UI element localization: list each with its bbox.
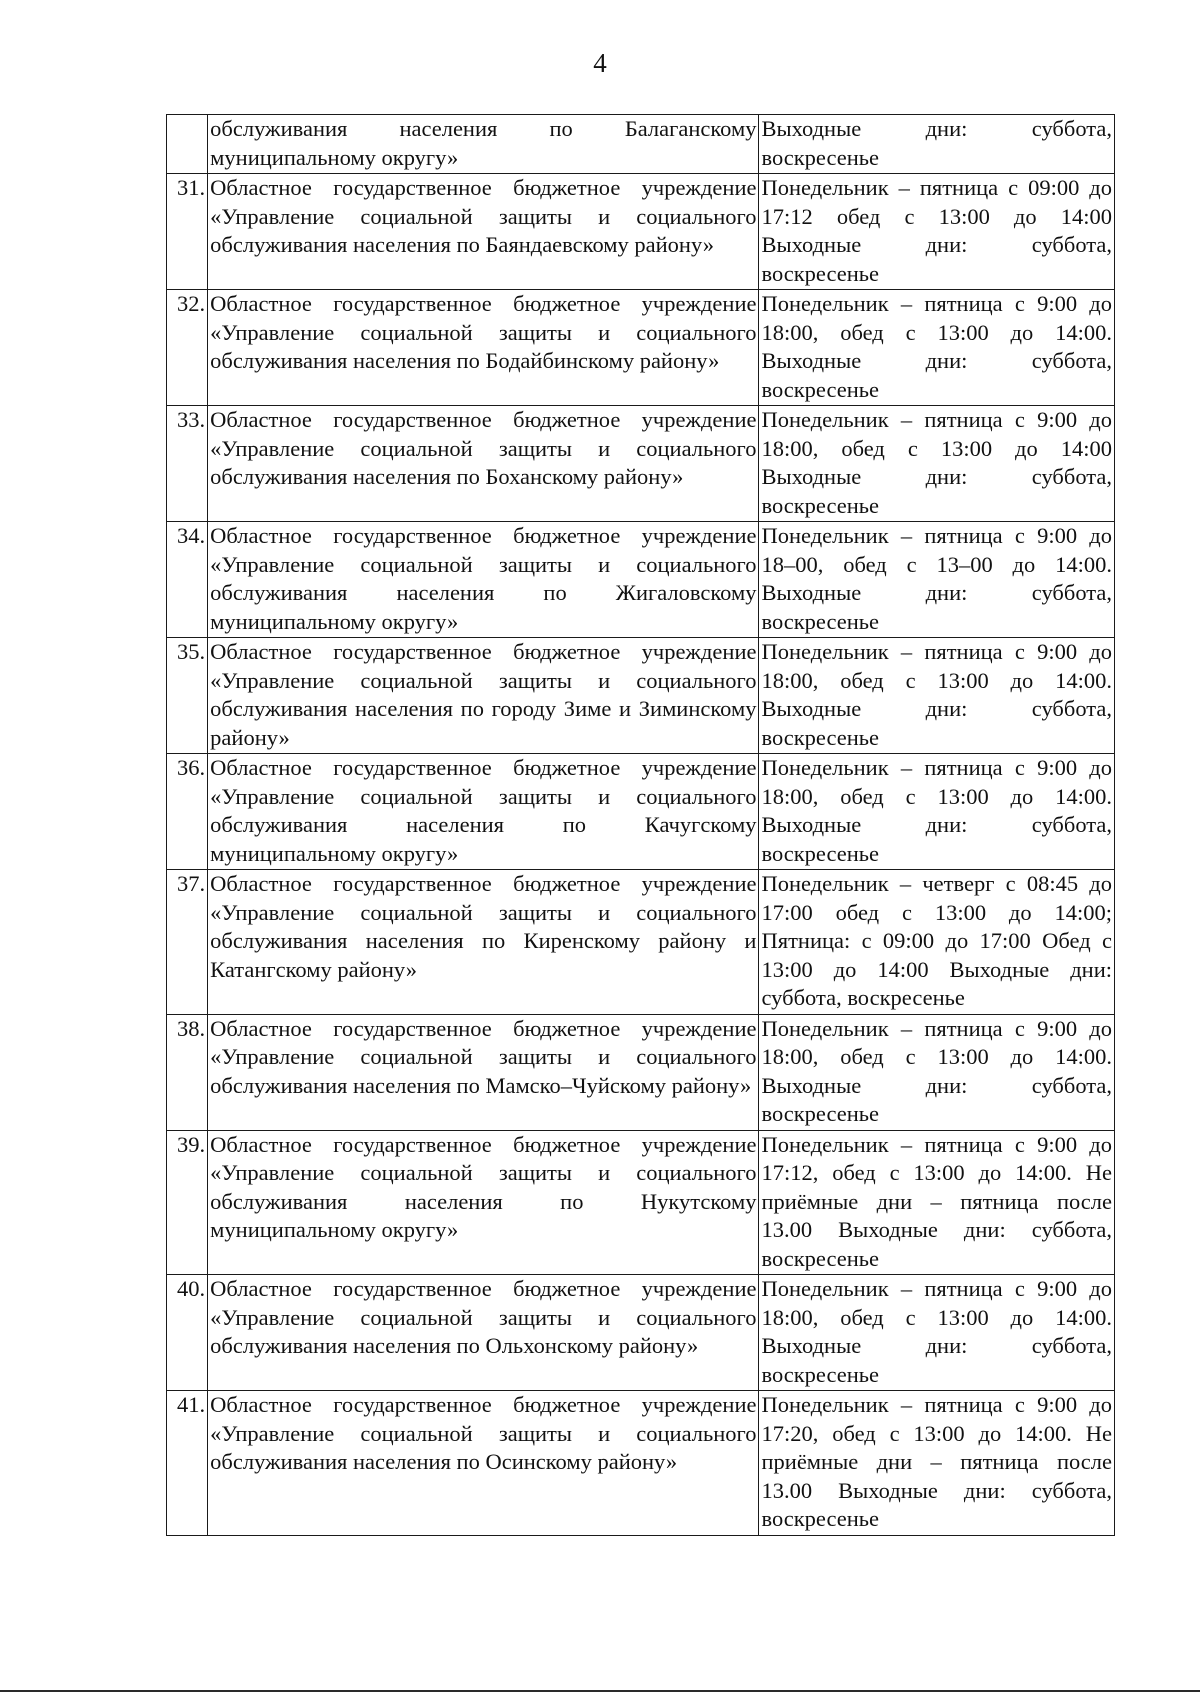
- row-number-cell: 37.: [167, 870, 208, 1015]
- table-row: [167, 290, 1115, 406]
- table-row: [167, 1275, 1115, 1391]
- row-number-cell: 40.: [167, 1275, 208, 1391]
- organization-name-cell: Областное государственное бюджетное учреждение «Управление социальной защиты и социального обслуживания населения по Нукутскому муниципальному округу»: [208, 1130, 759, 1275]
- table-row: [167, 406, 1115, 522]
- table-body: [167, 115, 1115, 1536]
- working-hours-cell: Понедельник – пятница с 9:00 до 18:00, обед с 13:00 до 14:00. Выходные дни: суббота, воскресенье: [759, 754, 1115, 870]
- organization-name-cell: Областное государственное бюджетное учреждение «Управление социальной защиты и социального обслуживания населения по Качугскому муниципальному округу»: [208, 754, 759, 870]
- row-number-cell: 36.: [167, 754, 208, 870]
- working-hours-cell: Понедельник – пятница с 9:00 до 18:00, обед с 13:00 до 14:00. Выходные дни: суббота, воскресенье: [759, 638, 1115, 754]
- organization-name-cell: Областное государственное бюджетное учреждение «Управление социальной защиты и социального обслуживания населения по Киренскому району и Катангскому району»: [208, 870, 759, 1015]
- working-hours-cell: Понедельник – пятница с 9:00 до 18:00, обед с 13:00 до 14:00. Выходные дни: суббота, воскресенье: [759, 1275, 1115, 1391]
- table-row: [167, 1130, 1115, 1275]
- working-hours-cell: Понедельник – пятница с 9:00 до 18:00, обед с 13:00 до 14:00 Выходные дни: суббота, воскресенье: [759, 406, 1115, 522]
- row-number-cell: 34.: [167, 522, 208, 638]
- organization-name-cell: Областное государственное бюджетное учреждение «Управление социальной защиты и социального обслуживания населения по Боханскому району»: [208, 406, 759, 522]
- organization-name-cell: Областное государственное бюджетное учреждение «Управление социальной защиты и социального обслуживания населения по городу Зиме и Зиминскому району»: [208, 638, 759, 754]
- row-number-cell: 33.: [167, 406, 208, 522]
- organization-name-cell: Областное государственное бюджетное учреждение «Управление социальной защиты и социального обслуживания населения по Мамско–Чуйскому району»: [208, 1014, 759, 1130]
- table-row: [167, 522, 1115, 638]
- organization-name-cell: Областное государственное бюджетное учреждение «Управление социальной защиты и социального обслуживания населения по Баяндаевскому району»: [208, 174, 759, 290]
- organization-name-cell: Областное государственное бюджетное учреждение «Управление социальной защиты и социального обслуживания населения по Жигаловскому муниципальному округу»: [208, 522, 759, 638]
- working-hours-cell: Понедельник – четверг с 08:45 до 17:00 обед с 13:00 до 14:00; Пятница: с 09:00 до 17:00 Обед с 13:00 до 14:00 Выходные дни: суббота, воскресенье: [759, 870, 1115, 1015]
- table-row: [167, 174, 1115, 290]
- row-number-cell: 31.: [167, 174, 208, 290]
- table-row: [167, 1391, 1115, 1536]
- page-bottom-rule: [0, 1690, 1200, 1692]
- working-hours-cell: Понедельник – пятница с 9:00 до 18:00, обед с 13:00 до 14:00. Выходные дни: суббота, воскресенье: [759, 290, 1115, 406]
- table-row: [167, 870, 1115, 1015]
- table-row: [167, 638, 1115, 754]
- row-number-cell: [167, 115, 208, 174]
- row-number-cell: 39.: [167, 1130, 208, 1275]
- organization-name-cell: Областное государственное бюджетное учреждение «Управление социальной защиты и социального обслуживания населения по Осинскому району»: [208, 1391, 759, 1536]
- table-row: [167, 754, 1115, 870]
- organization-name-cell: обслуживания населения по Балаганскому муниципальному округу»: [208, 115, 759, 174]
- working-hours-cell: Понедельник – пятница с 9:00 до 18–00, обед с 13–00 до 14:00. Выходные дни: суббота, воскресенье: [759, 522, 1115, 638]
- working-hours-cell: Понедельник – пятница с 9:00 до 18:00, обед с 13:00 до 14:00. Выходные дни: суббота, воскресенье: [759, 1014, 1115, 1130]
- organization-name-cell: Областное государственное бюджетное учреждение «Управление социальной защиты и социального обслуживания населения по Бодайбинскому району»: [208, 290, 759, 406]
- working-hours-cell: Понедельник – пятница с 9:00 до 17:12, обед с 13:00 до 14:00. Не приёмные дни – пятница после 13.00 Выходные дни: суббота, воскресенье: [759, 1130, 1115, 1275]
- table-row: [167, 115, 1115, 174]
- organization-name-cell: Областное государственное бюджетное учреждение «Управление социальной защиты и социального обслуживания населения по Ольхонскому району»: [208, 1275, 759, 1391]
- working-hours-cell: Выходные дни: суббота, воскресенье: [759, 115, 1115, 174]
- working-hours-cell: Понедельник – пятница с 09:00 до 17:12 обед с 13:00 до 14:00 Выходные дни: суббота, воскресенье: [759, 174, 1115, 290]
- table-row: [167, 1014, 1115, 1130]
- row-number-cell: 35.: [167, 638, 208, 754]
- page-number: 4: [593, 48, 607, 78]
- row-number-cell: 38.: [167, 1014, 208, 1130]
- row-number-cell: 32.: [167, 290, 208, 406]
- row-number-cell: 41.: [167, 1391, 208, 1536]
- working-hours-cell: Понедельник – пятница с 9:00 до 17:20, обед с 13:00 до 14:00. Не приёмные дни – пятница после 13.00 Выходные дни: суббота, воскресенье: [759, 1391, 1115, 1536]
- institutions-table: [166, 114, 1115, 1536]
